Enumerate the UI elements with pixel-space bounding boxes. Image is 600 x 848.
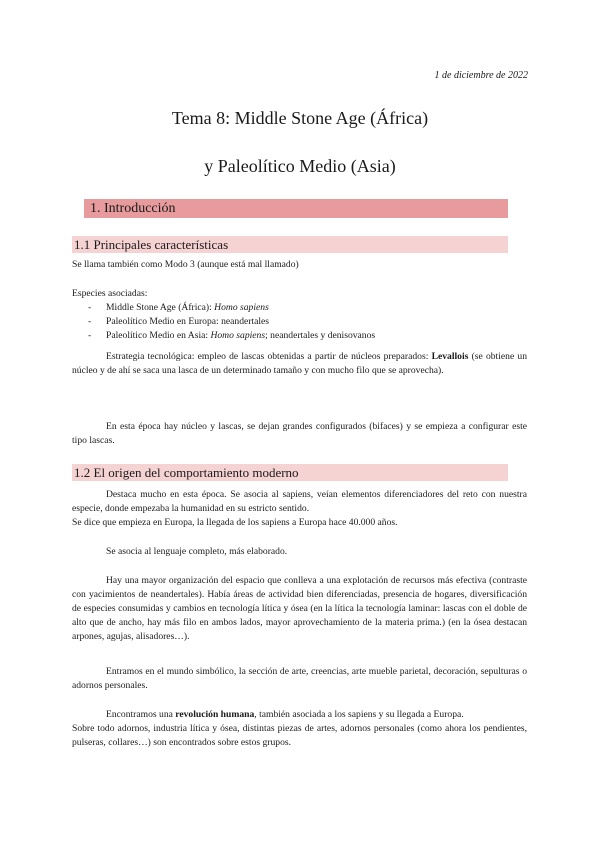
list-item: - Paleolítico Medio en Asia: Homo sapiens; neandertales y denisovanos	[88, 330, 376, 341]
subsection-heading-caracteristicas: 1.1 Principales características	[72, 236, 508, 253]
list-item: - Middle Stone Age (África): Homo sapiens	[88, 302, 269, 313]
paragraph-lenguaje: Se asocia al lenguaje completo, más elaborado.	[106, 546, 288, 557]
paragraph-estrategia: Estrategia tecnológica: empleo de lascas obtenidas a partir de núcleos preparados: Levallois (se obtiene un núcleo y de ahí se saca una lasca de un determinado tamaño y con mucho filo que se aprovecha).	[72, 351, 528, 376]
paragraph-adornos: Sobre todo adornos, industria lítica y ósea, distintas piezas de artes, adornos personales (como ahora los pendientes, pulseras, collares…) son encontrados sobre estos grupos.	[72, 723, 527, 748]
paragraph-organizacion: Hay una mayor organización del espacio que conlleva a una explotación de recursos más efectiva (contraste con yacimientos de neandertales). Había áreas de actividad bien diferenciadas, presencia de hogares, diversificación de especies consumidas y cambios en tecnología lítica y ósea (en la lítica la tecnología laminar: lascas con el doble de alto que de ancho, hay más filo en ambos lados, mayor aprovechamiento de la materia prima.) (en la ósea destacan arpones, agujas, alisadores…).	[72, 575, 527, 642]
document-title-line2: y Paleolítico Medio (Asia)	[204, 156, 396, 176]
subsection-heading-origen: 1.2 El origen del comportamiento moderno	[72, 464, 508, 481]
especies-list	[72, 301, 527, 343]
paragraph-simbolico: Entramos en el mundo simbólico, la sección de arte, creencias, arte mueble parietal, decoración, sepulturas o adornos personales.	[72, 666, 527, 691]
document-date: 1 de diciembre de 2022	[434, 70, 528, 81]
paragraph-revolucion: Encontramos una revolución humana, también asociada a los sapiens y su llegada a Europa.	[106, 709, 464, 720]
especies-label: Especies asociadas:	[72, 288, 148, 299]
document-title: Tema 8: Middle Stone Age (África)	[171, 108, 429, 128]
paragraph-modo3: Se llama también como Modo 3 (aunque está mal llamado)	[72, 259, 299, 270]
paragraph-europa: Se dice que empieza en Europa, la llegada de los sapiens a Europa hace 40.000 años.	[72, 517, 398, 528]
paragraph-epoca: En esta época hay núcleo y lascas, se dejan grandes configurados (bifaces) y se empieza a configurar este tipo lascas.	[72, 421, 527, 446]
section-heading-introduccion: 1. Introducción	[84, 199, 508, 218]
list-item: - Paleolítico Medio en Europa: neandertales	[88, 316, 270, 327]
list-dash: -	[88, 302, 92, 313]
paragraph-destaca: Destaca mucho en esta época. Se asocia al sapiens, veían elementos diferenciadores del reto con nuestra especie, donde empezaba la humanidad en su estricto sentido.	[72, 489, 527, 514]
list-dash: -	[88, 316, 92, 327]
list-dash: -	[88, 330, 92, 341]
